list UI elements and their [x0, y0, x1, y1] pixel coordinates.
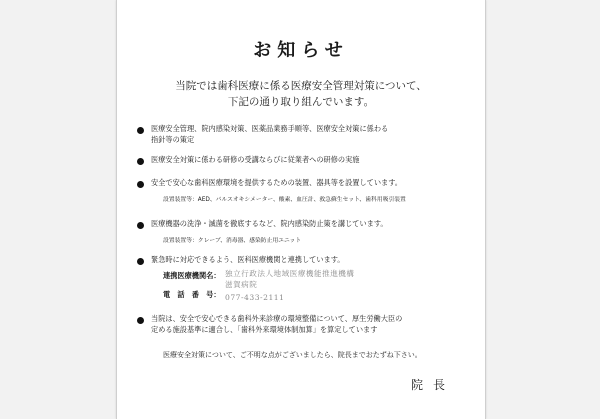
contact-value-line-2: 滋賀病院: [225, 280, 258, 289]
bullet-icon: [137, 158, 144, 165]
item-2: 医療安全対策に係わる研修の受講ならびに従業者への研修の実施: [151, 155, 360, 164]
closing-text: 医療安全対策について、ご不明な点がございましたら、院長までおたずね下さい。: [163, 351, 422, 359]
item-1-line-1: 医療安全管理、院内感染対策、医薬品業務手順等、医療安全対策に係わる: [151, 124, 389, 133]
item-4-equipment: 設置装置等：クレーブ、消毒器、感染防止用ユニット: [163, 238, 302, 244]
item-4: 医療機器の洗浄・滅菌を徹底するなど、院内感染防止策を講じています。: [151, 219, 388, 228]
notice-sheet: [116, 0, 486, 419]
bullet-icon: [137, 222, 144, 229]
phone-value: 077-433-2111: [225, 293, 285, 302]
intro-line-2: 下記の通り取り組んでいます。: [227, 96, 375, 108]
bullet-icon: [137, 181, 144, 188]
phone-label: 電 話 番 号：: [163, 290, 221, 299]
item-3: 安全で安心な歯科医療環境を提供するための装置、器具等を設置しています。: [151, 178, 402, 187]
notice-title: お知らせ: [253, 40, 349, 61]
contact-label: 連携医療機関名：: [163, 271, 221, 280]
bullet-icon: [137, 258, 144, 265]
intro-line-1: 当院では歯科医療に係る医療安全管理対策について、: [175, 80, 427, 92]
signer: 院長: [410, 378, 455, 392]
item-1-line-2: 指針等の策定: [151, 135, 195, 144]
item-6: [151, 313, 471, 335]
bullet-icon: [137, 127, 144, 134]
bullet-icon: [137, 317, 144, 324]
item-3-equipment: 設置装置等：AED、パルスオキシメーター、酸素、血圧計、救急蘇生セット、歯科用吸引装置: [163, 197, 406, 203]
item-6-line-2: 定める施設基準に適合し、「歯科外来環境体制加算」を算定しています: [151, 325, 378, 334]
item-6-line-1: 当院は、安全で安心できる歯科外来診療の環境整備について、厚生労働大臣の: [151, 314, 403, 323]
notice-intro: [117, 78, 485, 110]
contact-value-line-1: 独立行政法人地域医療機能推進機構: [225, 269, 355, 278]
item-1: [151, 123, 471, 145]
item-5: 緊急時に対応できるよう、医科医療機関と連携しています。: [151, 255, 345, 264]
